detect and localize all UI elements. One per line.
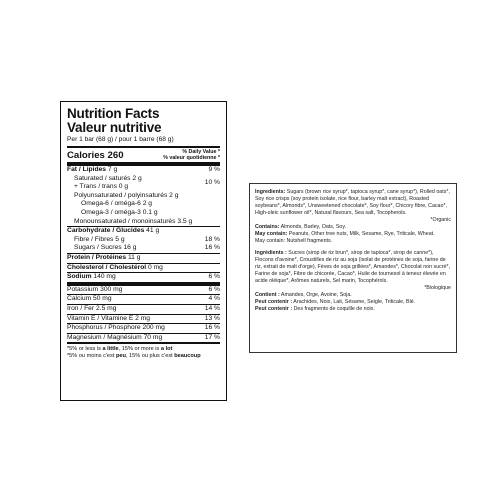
nutrition-title-fr: Valeur nutritive: [67, 120, 162, 135]
cholesterol-amount: 0 mg: [148, 263, 163, 271]
footnote-en-alot: a lot: [160, 346, 173, 353]
sodium-row: [67, 273, 220, 282]
fibre-dv: 18 %: [204, 235, 220, 243]
may-contain-fr-nutshell: [255, 306, 451, 313]
ingredients-fr-text: Sucres (sirop de riz brun*, sirop de tapioca*, sirop de canne*), Flocons d'avoine*, Croustilles de riz au soja (isolat de protéines de soja, farine de riz, extrait de malt d'orge), Fèves de soja grillées*, Amandes*, Chocolat non sucré*, Farine de soja*, Fibre de chicorée, Cacao*, Huile de tournesol à teneur élevée en acide oléique*, Arômes naturels, Sel marin, Tocophérols.: [255, 250, 451, 284]
poly-amount: 2 g: [169, 191, 179, 199]
potassium-amount: 300 mg: [100, 285, 123, 293]
contains-fr-text: Amandes, Orge, Avoine, Soja.: [280, 292, 352, 298]
trans-label: + Trans / trans: [74, 183, 117, 191]
contains-fr-label: Contient :: [255, 292, 280, 298]
contains-fr: [255, 292, 451, 299]
may-contain-en-label: May contain:: [255, 231, 288, 237]
cholesterol-label: Cholesterol / Cholestérol: [67, 263, 147, 271]
omega6-amount: 2 g: [142, 200, 153, 208]
carb-amount: 41 g: [146, 227, 160, 235]
carb-label: Carbohydrate / Glucides: [67, 227, 145, 235]
calories-row: [67, 148, 220, 162]
nutrition-facts-panel: [60, 101, 227, 401]
ingredients-panel: [249, 183, 457, 353]
calcium-row: [67, 295, 220, 304]
protein-amount: 11 g: [127, 253, 141, 261]
sat-trans-dv: 10 %: [204, 179, 220, 187]
organic-note-fr: *Biologique: [424, 285, 451, 291]
may-contain-fr: [255, 299, 451, 306]
calcium-label: Calcium: [67, 295, 92, 303]
sugars-label: Sugars / Sucres: [74, 244, 122, 252]
protein-label: Protein / Protéines: [67, 253, 127, 261]
footnote-en-little: a little: [102, 346, 119, 353]
iron-label: Iron / Fer: [67, 304, 95, 312]
sodium-label: Sodium: [67, 273, 92, 281]
footnote-en: [67, 346, 220, 353]
poly-row: [67, 192, 220, 201]
fibre-label: Fibre / Fibres: [74, 235, 114, 243]
sodium-amount: 140 mg: [93, 273, 116, 281]
dv-header-fr: % valeur quotidienne *: [163, 155, 220, 161]
contains-en: [255, 224, 451, 231]
fat-amount: 7 g: [107, 166, 118, 173]
fibre-amount: 5 g: [115, 235, 125, 243]
omega3-label: Omega-3 / oméga-3: [81, 208, 141, 216]
organic-note-en: *Organic: [430, 217, 451, 223]
potassium-row: [67, 286, 220, 295]
potassium-dv: 6 %: [208, 285, 220, 293]
ingredients-fr: [255, 250, 451, 285]
may-contain-en: [255, 231, 451, 238]
fat-label: Fat / Lipides: [67, 166, 107, 173]
iron-dv: 14 %: [204, 304, 220, 312]
trans-row: [67, 179, 220, 192]
footnote-fr: [67, 353, 220, 360]
omega6-label: Omega-6 / oméga-6: [81, 200, 141, 208]
may-contain-fr2-text: Des fragments de coquille de noix.: [293, 306, 375, 312]
saturated-row: [67, 175, 220, 184]
cholesterol-row: [67, 264, 220, 273]
contains-en-text: Almonds, Barley, Oats, Soy.: [280, 224, 347, 230]
footnote-fr-peu: peu: [115, 353, 126, 360]
dv-header-en: % Daily Value *: [182, 149, 220, 155]
may-contain-en-text: Peanuts, Other tree nuts, Milk, Sesame, Rye, Triticale, Wheat.: [288, 231, 435, 237]
iron-row: [67, 305, 220, 314]
phosphorus-dv: 16 %: [204, 324, 220, 332]
fat-row: [67, 166, 220, 175]
vitamin-e-dv: 13 %: [204, 314, 220, 322]
omega3-amount: 0.1 g: [142, 208, 158, 216]
phosphorus-label: Phosphorus / Phosphore: [67, 324, 141, 332]
sugars-amount: 16 g: [123, 244, 137, 252]
phosphorus-amount: 200 mg: [142, 324, 165, 332]
carb-row: [67, 227, 220, 236]
footnote-en-text: *5% or less is: [67, 346, 103, 353]
footnote-fr-beaucoup: beaucoup: [174, 353, 201, 360]
sodium-dv: 6 %: [208, 273, 220, 281]
omega3-row: [67, 209, 220, 218]
nutrition-title-en: Nutrition Facts: [67, 106, 160, 121]
may-contain-en-nutshell: May contain: Nutshell fragments.: [255, 238, 333, 244]
footnote: [67, 344, 220, 360]
daily-value-header: [163, 149, 220, 161]
calories-label: Calories 260: [67, 150, 124, 161]
ingredients-en-text: Sugars (brown rice syrup*, tapioca syrup*, cane syrup*), Rolled oats*, Soy rice crisps (soy protein isolate, rice flour, barley malt extract), Roasted soybeans*, Almonds*, Unsweetened chocolate*, Soy flour*, Chicory fibre, Cacao*, High-oleic sunflower oil*, Natural flavours, Sea salt, Tocopherols.: [255, 189, 450, 216]
calcium-dv: 4 %: [208, 295, 220, 303]
magnesium-label: Magnesium / Magnésium: [67, 333, 142, 341]
sugars-dv: 16 %: [204, 244, 220, 252]
fat-dv: 9 %: [208, 166, 220, 173]
magnesium-dv: 17 %: [204, 333, 220, 341]
poly-label: Polyunsaturated / polyinsaturés: [74, 191, 168, 199]
phosphorus-row: [67, 324, 220, 333]
contains-en-label: Contains:: [255, 224, 280, 230]
trans-amount: 0 g: [118, 183, 129, 191]
mono-label: Monounsaturated / monoinsaturés: [74, 217, 176, 225]
vitamin-e-amount: 2 mg: [135, 314, 151, 322]
omega6-row: [67, 200, 220, 209]
fibre-row: [67, 236, 220, 245]
serving-size: Per 1 bar (68 g) / pour 1 barre (68 g): [67, 136, 174, 143]
calcium-amount: 50 mg: [93, 295, 112, 303]
sugars-row: [67, 244, 220, 253]
potassium-label: Potassium: [67, 285, 99, 293]
magnesium-amount: 70 mg: [143, 333, 163, 341]
protein-row: [67, 254, 220, 263]
footnote-en-text2: , 15% or more is: [118, 346, 161, 353]
mono-amount: 3.5 g: [177, 217, 193, 225]
magnesium-row: [67, 334, 220, 343]
ingredients-fr-label: Ingrédients :: [255, 250, 287, 256]
saturated-label: Saturated / saturés: [74, 174, 131, 182]
may-contain-fr2-label: Peut contenir :: [255, 306, 293, 312]
ingredients-en-label: Ingredients:: [255, 189, 286, 195]
ingredients-en: [255, 189, 451, 217]
footnote-fr-text: *5% ou moins c'est: [67, 353, 116, 360]
vitamin-e-row: [67, 315, 220, 324]
mono-row: [67, 218, 220, 227]
footnote-fr-text2: , 15% ou plus c'est: [125, 353, 175, 360]
may-contain-fr-label: Peut contenir :: [255, 299, 293, 305]
iron-amount: 2.5 mg: [96, 304, 117, 312]
may-contain-fr-text: Arachides, Noix, Lait, Sésame, Seigle, Triticale, Blé.: [293, 299, 416, 305]
vitamin-e-label: Vitamin E / Vitamine E: [67, 314, 134, 322]
saturated-amount: 2 g: [132, 174, 142, 182]
